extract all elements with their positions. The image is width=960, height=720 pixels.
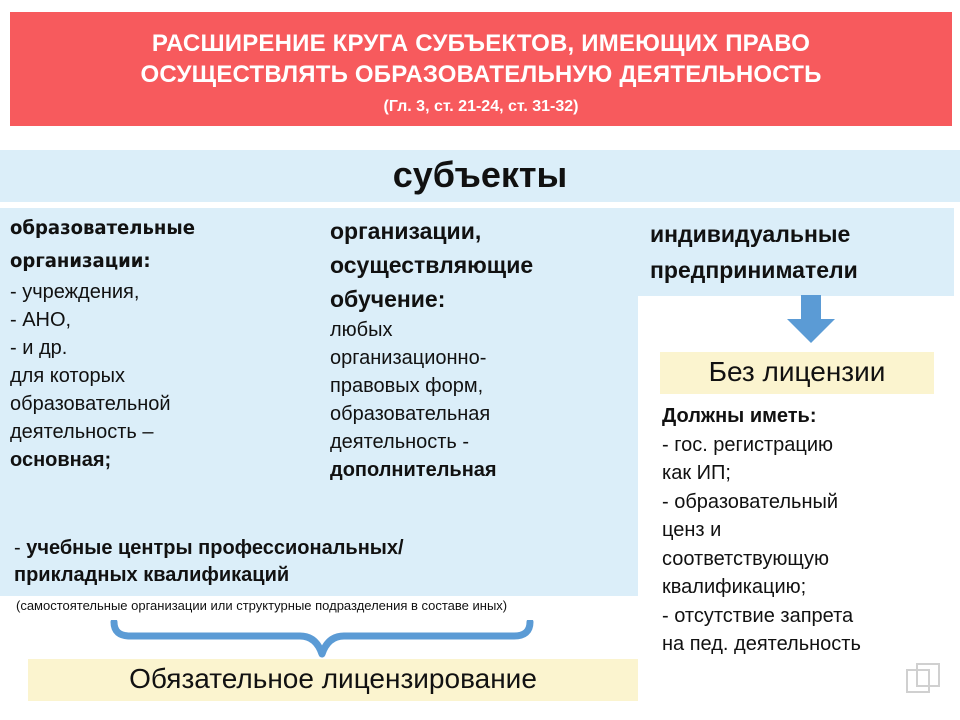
centers-dash: -: [14, 537, 27, 559]
requirement-line: на пед. деятельность: [662, 633, 861, 655]
banner-reference: (Гл. 3, ст. 21-24, ст. 31-32): [383, 98, 579, 115]
banner-title-line1: РАСШИРЕНИЕ КРУГА СУБЪЕКТОВ, ИМЕЮЩИХ ПРАВО: [151, 30, 811, 57]
banner-title-line2: ОСУЩЕСТВЛЯТЬ ОБРАЗОВАТЕЛЬНУЮ ДЕЯТЕЛЬНОСТЬ: [140, 61, 822, 88]
entrepreneur-requirements: [662, 402, 952, 659]
col1-desc-line: образовательной: [10, 393, 171, 415]
mandatory-licensing-label: Обязательное лицензирование: [28, 659, 638, 701]
training-centers-item: [14, 535, 634, 589]
col2-desc-line: любых: [330, 319, 393, 341]
curly-brace-icon: [110, 620, 535, 660]
requirement-line: - гос. регистрацию: [662, 433, 834, 456]
educational-organizations-column: [10, 212, 310, 474]
col2-heading-line: обучение:: [330, 286, 446, 312]
centers-line2: прикладных квалификаций: [14, 564, 290, 586]
requirement-line: квалификацию;: [662, 576, 807, 598]
col2-desc-line: деятельность -: [330, 431, 470, 453]
centers-note: (самостоятельные организации или структурные подразделения в составе иных): [16, 598, 508, 613]
col1-item: - и др.: [10, 337, 68, 359]
requirement-line: как ИП;: [662, 462, 731, 484]
requirement-line: - отсутствие запрета: [662, 604, 854, 627]
col2-desc-line: организационно-: [330, 347, 487, 369]
requirement-line: - образовательный: [662, 490, 839, 513]
col1-desc-line: деятельность –: [10, 421, 154, 443]
entrepreneurs-heading-line2: предприниматели: [650, 257, 858, 283]
entrepreneurs-heading-line1: индивидуальные: [650, 221, 851, 247]
entrepreneurs-heading: [650, 216, 950, 288]
watermark-logo-icon: [905, 662, 941, 698]
subjects-heading: субъекты: [0, 150, 960, 202]
col1-item: - АНО,: [10, 309, 72, 331]
requirement-line: соответствующую: [662, 547, 830, 570]
col1-heading-line2: организации:: [10, 250, 151, 272]
col1-item: - учреждения,: [10, 281, 140, 303]
centers-line1: учебные центры профессиональных/: [26, 537, 404, 559]
training-organizations-column: [330, 214, 630, 484]
col1-heading-line1: образовательные: [10, 217, 195, 239]
arrow-down-icon: [785, 293, 837, 345]
title-banner: [10, 12, 952, 126]
col1-desc-bold: основная;: [10, 449, 112, 471]
col2-heading-line: организации,: [330, 218, 482, 244]
col2-desc-line: образовательная: [330, 403, 491, 425]
col2-desc-bold: дополнительная: [330, 459, 497, 481]
requirements-heading: Должны иметь:: [662, 405, 817, 427]
no-license-label: Без лицензии: [660, 352, 934, 394]
col2-desc-line: правовых форм,: [330, 375, 484, 397]
requirement-line: ценз и: [662, 519, 722, 541]
col1-desc-line: для которых: [10, 365, 125, 387]
col2-heading-line: осуществляющие: [330, 252, 534, 278]
